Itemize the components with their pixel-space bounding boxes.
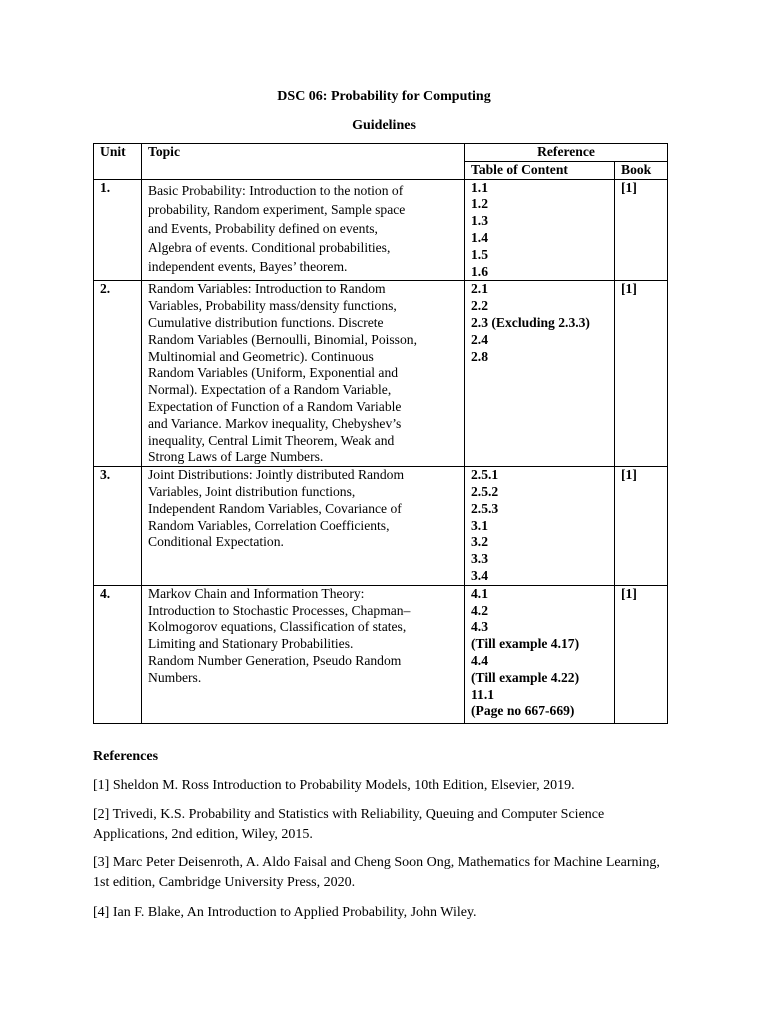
syllabus-table	[93, 143, 668, 724]
topic-line: and Variance. Markov inequality, Chebyshev’s	[148, 415, 402, 431]
toc-reference: 2.1	[471, 281, 488, 297]
toc-reference: 3.2	[471, 534, 488, 550]
topic-line: Limiting and Stationary Probabilities.	[148, 636, 354, 652]
references-heading: References	[93, 749, 159, 764]
topic-line: Multinomial and Geometric). Continuous	[148, 348, 374, 364]
unit-number: 2.	[94, 281, 142, 467]
topic-line: Random Variables, Correlation Coefficients,	[148, 517, 390, 533]
topic-line: Strong Laws of Large Numbers.	[148, 449, 324, 465]
unit-toc-refs	[465, 585, 615, 723]
unit-toc-refs	[465, 179, 615, 281]
toc-reference: (Page no 667-669)	[471, 703, 575, 719]
table-row	[94, 467, 668, 586]
header-book: Book	[615, 161, 668, 179]
toc-reference: 3.1	[471, 517, 488, 533]
topic-line: Independent Random Variables, Covariance of	[148, 500, 402, 516]
toc-reference: 1.1	[471, 179, 488, 195]
unit-number: 3.	[94, 467, 142, 586]
toc-reference: 2.5.3	[471, 500, 499, 516]
toc-reference: 2.2	[471, 298, 488, 314]
header-toc: Table of Content	[465, 161, 615, 179]
book-reference: [1]	[615, 585, 668, 723]
toc-reference: 1.4	[471, 229, 488, 245]
book-reference: [1]	[615, 179, 668, 281]
toc-reference: 2.5.1	[471, 467, 499, 483]
reference-item-4: [4] Ian F. Blake, An Introduction to Applied Probability, John Wiley.	[93, 905, 477, 920]
book-reference: [1]	[615, 281, 668, 467]
topic-line: Random Variables (Uniform, Exponential and	[148, 365, 399, 381]
topic-line: inequality, Central Limit Theorem, Weak and	[148, 432, 395, 448]
topic-line: Random Variables: Introduction to Random	[148, 281, 386, 297]
book-reference: [1]	[615, 467, 668, 586]
topic-line: and Events, Probability defined on events,	[148, 220, 378, 236]
toc-reference: 1.3	[471, 213, 488, 229]
topic-line: Variables, Probability mass/density functions,	[148, 298, 397, 314]
table-row	[94, 179, 668, 281]
toc-reference: 1.2	[471, 196, 488, 212]
reference-item-3: [3] Marc Peter Deisenroth, A. Aldo Faisal and Cheng Soon Ong, Mathematics for Machine Learning, 1st edition, Cambridge University Press, 2020.	[93, 855, 660, 890]
toc-reference: 3.3	[471, 551, 488, 567]
unit-topic	[142, 585, 465, 723]
topic-line: Variables, Joint distribution functions,	[148, 483, 356, 499]
syllabus-body	[94, 179, 668, 723]
toc-reference: (Till example 4.22)	[471, 669, 580, 685]
header-unit: Unit	[94, 144, 142, 180]
unit-topic	[142, 179, 465, 281]
unit-toc-refs	[465, 281, 615, 467]
unit-toc-refs	[465, 467, 615, 586]
unit-number: 1.	[94, 179, 142, 281]
page-subtitle: Guidelines	[352, 118, 416, 133]
header-topic: Topic	[142, 144, 465, 180]
reference-item-1: [1] Sheldon M. Ross Introduction to Probability Models, 10th Edition, Elsevier, 2019.	[93, 778, 575, 793]
toc-reference: 4.3	[471, 619, 488, 635]
header-reference: Reference	[465, 144, 668, 162]
toc-reference: 1.6	[471, 263, 488, 279]
topic-line: Introduction to Stochastic Processes, Chapman–	[148, 602, 411, 618]
toc-reference: 2.8	[471, 348, 488, 364]
topic-line: Numbers.	[148, 669, 202, 685]
table-row	[94, 585, 668, 723]
toc-reference: 3.4	[471, 567, 488, 583]
toc-reference: 2.4	[471, 331, 488, 347]
unit-topic	[142, 281, 465, 467]
toc-reference: 4.1	[471, 585, 488, 601]
table-header-row	[94, 144, 668, 162]
reference-item-2: [2] Trivedi, K.S. Probability and Statistics with Reliability, Queuing and Computer Science Applications, 2nd edition, Wiley, 2015.	[93, 807, 605, 842]
topic-line: Basic Probability: Introduction to the notion of	[148, 182, 404, 198]
topic-line: Algebra of events. Conditional probabilities,	[148, 239, 391, 255]
table-row	[94, 281, 668, 467]
toc-reference: (Till example 4.17)	[471, 636, 580, 652]
topic-line: probability, Random experiment, Sample space	[148, 201, 406, 217]
topic-line: Random Variables (Bernoulli, Binomial, Poisson,	[148, 331, 417, 347]
toc-reference: 2.5.2	[471, 483, 499, 499]
toc-reference: 1.5	[471, 246, 488, 262]
topic-line: Conditional Expectation.	[148, 534, 284, 550]
unit-number: 4.	[94, 585, 142, 723]
toc-reference: 4.2	[471, 602, 488, 618]
topic-line: Kolmogorov equations, Classification of states,	[148, 619, 407, 635]
topic-line: Joint Distributions: Jointly distributed Random	[148, 467, 405, 483]
toc-reference: 11.1	[471, 686, 495, 702]
topic-line: Random Number Generation, Pseudo Random	[148, 652, 402, 668]
toc-reference: 4.4	[471, 652, 488, 668]
toc-reference: 2.3 (Excluding 2.3.3)	[471, 314, 590, 330]
topic-line: Cumulative distribution functions. Discrete	[148, 314, 384, 330]
unit-topic	[142, 467, 465, 586]
page-title: DSC 06: Probability for Computing	[277, 89, 491, 104]
topic-line: independent events, Bayes’ theorem.	[148, 258, 348, 274]
topic-line: Expectation of Function of a Random Variable	[148, 398, 402, 414]
topic-line: Markov Chain and Information Theory:	[148, 585, 365, 601]
topic-line: Normal). Expectation of a Random Variable,	[148, 382, 392, 398]
